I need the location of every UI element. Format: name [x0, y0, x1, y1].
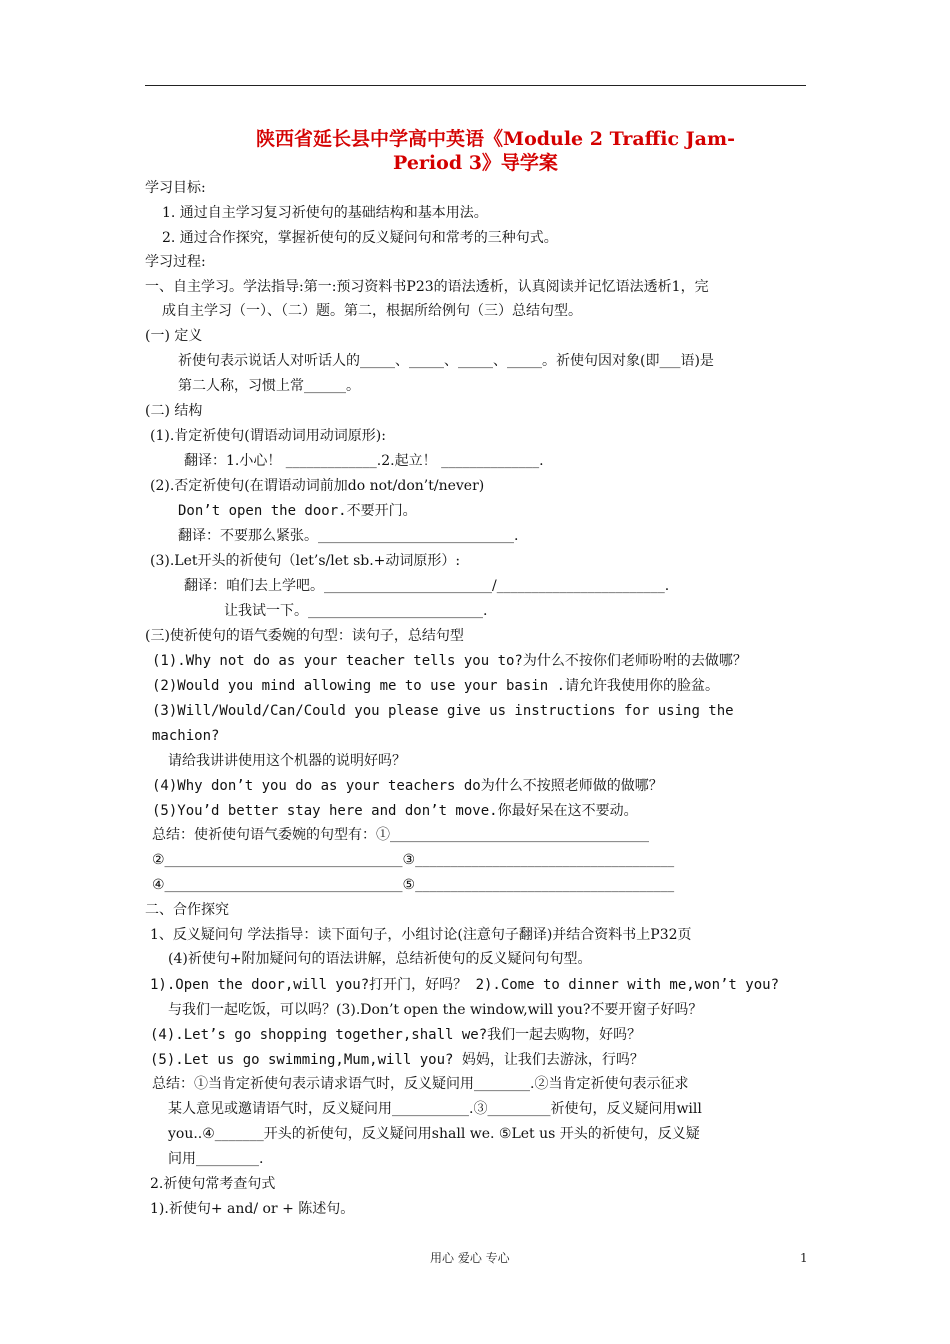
summary-line: 总结：使祈使句语气委婉的句型有：①_____________________________________ — [152, 827, 649, 843]
exercise-line: 翻译：不要那么紧张。____________________________. — [178, 528, 519, 544]
section-heading-goals: 学习目标: — [145, 180, 206, 196]
paragraph-line: 一、自主学习。学法指导:第一:预习资料书P23的语法透析，认真阅读并记忆语法透析1，完 — [145, 279, 709, 295]
example-sentence: (5)You’d better stay here and don’t move.你最好呆在这不要动。 — [152, 803, 638, 819]
footer-motto: 用心 爱心 专心 — [430, 1251, 510, 1265]
example-sentence: 与我们一起吃饭，可以吗？(3).Don’t open the window,will you?不要开窗子好吗？ — [168, 1002, 703, 1018]
exercise-line: 让我试一下。_________________________. — [224, 603, 488, 619]
paragraph-line: (2).否定祈使句(在谓语动词前加do not/don’t/never) — [150, 478, 485, 494]
doc-title-line-2: Period 3》导学案 — [393, 152, 558, 174]
paragraph-line: 第二人称，习惯上常______。 — [178, 378, 360, 394]
example-sentence: 1).Open the door,will you?打开门，好吗？ 2).Come to dinner with me,won’t you? — [150, 977, 780, 993]
exercise-line: 翻译：1.小心！ _____________.2.起立！ ______________. — [184, 453, 544, 469]
subheading-polite: (三)使祈使句的语气委婉的句型：读句子，总结句型 — [145, 628, 464, 644]
section-heading-cooperation: 二、合作探究 — [145, 902, 229, 918]
summary-line: 某人意见或邀请语气时，反义疑问用___________.③_________祈使句，反义疑问用will — [168, 1101, 702, 1117]
paragraph-line: (3).Let开头的祈使句（let’s/let sb.+动词原形）: — [150, 553, 461, 569]
example-translation: 请给我讲讲使用这个机器的说明好吗？ — [168, 753, 406, 769]
paragraph-line: (1).肯定祈使句(谓语动词用动词原形): — [150, 428, 386, 444]
paragraph-line: 1).祈使句+ and/ or + 陈述句。 — [150, 1201, 355, 1217]
paragraph-line: 成自主学习（一）、（二）题。第二，根据所给例句（三）总结句型。 — [162, 303, 582, 319]
page-number: 1 — [800, 1251, 808, 1265]
goal-item: 2. 通过合作探究，掌握祈使句的反义疑问句和常考的三种句式。 — [162, 230, 558, 246]
example-sentence: (1).Why not do as your teacher tells you to?为什么不按你们老师吩咐的去做哪？ — [152, 653, 747, 669]
example-sentence: (4).Let’s go shopping together,shall we?我们一起去购物，好吗？ — [150, 1027, 642, 1043]
example-sentence: (4)Why don’t you do as your teachers do为什么不按照老师做的做哪？ — [152, 778, 663, 794]
subheading-common-patterns: 2.祈使句常考查句式 — [150, 1176, 276, 1192]
example-sentence: Don’t open the door.不要开门。 — [178, 503, 417, 519]
subheading-structure: (二) 结构 — [145, 403, 203, 419]
summary-line: you..④_______开头的祈使句，反义疑问用shall we. ⑤Let us 开头的祈使句，反义疑 — [168, 1126, 700, 1142]
paragraph-line: 祈使句表示说话人对听话人的_____、_____、_____、_____。祈使句因对象(即___语)是 — [178, 353, 714, 369]
example-sentence: machion? — [152, 728, 220, 744]
header-rule — [145, 85, 806, 86]
summary-line: ②__________________________________③_____________________________________ — [152, 852, 675, 868]
exercise-line: 翻译：咱们去上学吧。________________________/________________________. — [184, 578, 670, 594]
summary-line: 问用_________. — [168, 1151, 264, 1167]
subheading-definition: (一) 定义 — [145, 328, 203, 344]
summary-line: ④__________________________________⑤_____________________________________ — [152, 877, 675, 893]
paragraph-line: 1、反义疑问句 学法指导：读下面句子，小组讨论(注意句子翻译)并结合资料书上P32页 — [150, 927, 692, 943]
paragraph-line: (4)祈使句+附加疑问句的语法讲解，总结祈使句的反义疑问句句型。 — [168, 951, 592, 967]
goal-item: 1. 通过自主学习复习祈使句的基础结构和基本用法。 — [162, 205, 488, 221]
example-sentence: (3)Will/Would/Can/Could you please give us instructions for using the — [152, 703, 734, 719]
summary-line: 总结：①当肯定祈使句表示请求语气时，反义疑问用________.②当肯定祈使句表示征求 — [152, 1076, 689, 1092]
doc-title-line-1: 陕西省延长县中学高中英语《Module 2 Traffic Jam- — [256, 128, 735, 150]
section-heading-process: 学习过程: — [145, 254, 206, 270]
example-sentence: (5).Let us go swimming,Mum,will you? 妈妈，让我们去游泳，行吗？ — [150, 1052, 644, 1068]
example-sentence: (2)Would you mind allowing me to use your basin .请允许我使用你的脸盆。 — [152, 678, 720, 694]
